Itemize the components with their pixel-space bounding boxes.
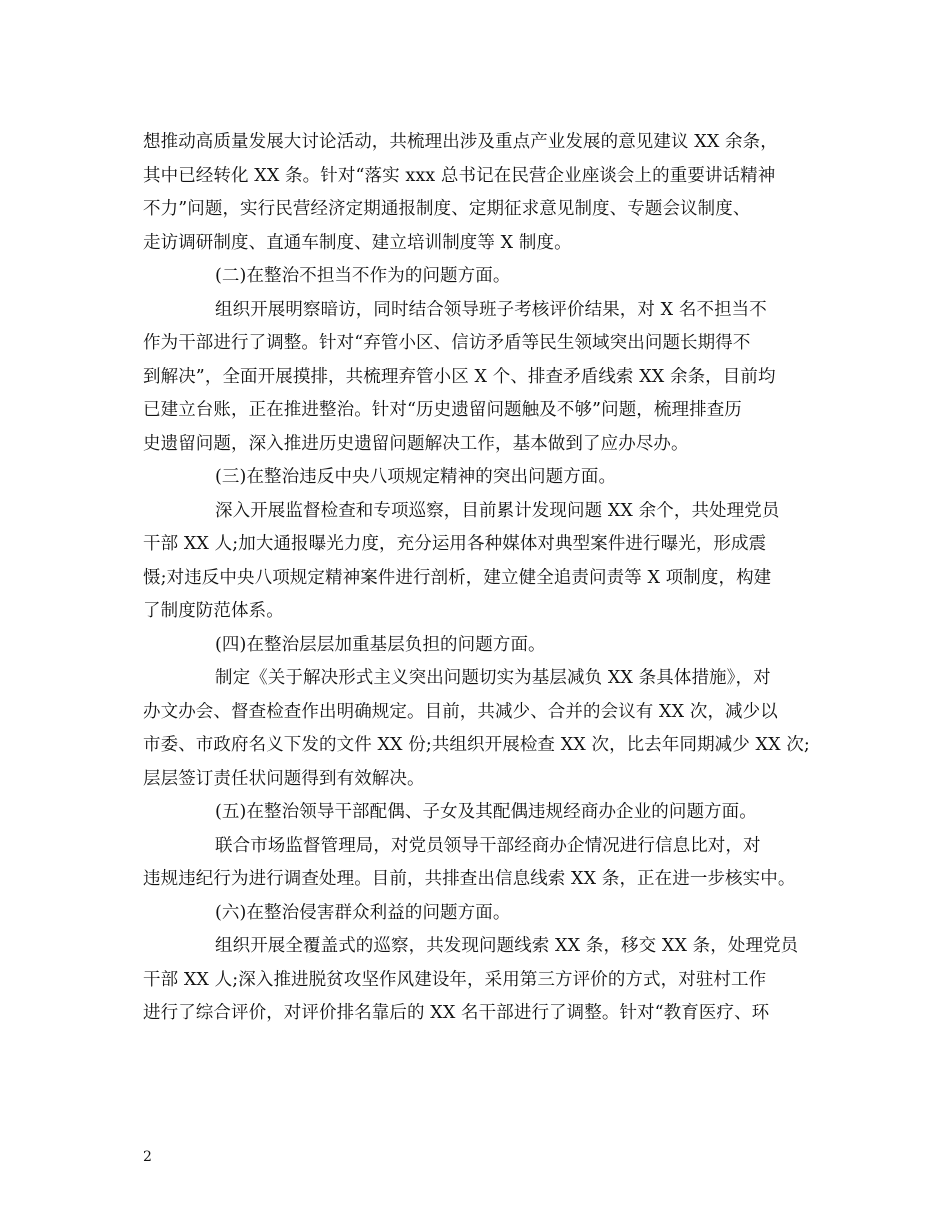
text-line: (五)在整治领导干部配偶、子女及其配偶违规经商办企业的问题方面。	[215, 802, 757, 822]
page-number: 2	[143, 1149, 152, 1165]
document-body	[143, 126, 813, 1031]
text-line: 干部 XX 人;深入推进脱贫攻坚作风建设年，采用第三方评价的方式，对驻村工作	[143, 969, 767, 990]
text-line: (三)在整治违反中央八项规定精神的突出问题方面。	[215, 467, 617, 487]
text-line: (六)在整治侵害群众利益的问题方面。	[215, 902, 511, 923]
text-line: 联合市场监督管理局，对党员领导干部经商办企情况进行信息比对，对	[215, 835, 761, 856]
text-line: 想推动高质量发展大讨论活动，共梳理出涉及重点产业发展的意见建议 XX 余条，	[143, 132, 778, 152]
text-line: 市委、市政府名义下发的文件 XX 份;共组织开展检查 XX 次，比去年同期减少 XX 次;	[143, 735, 810, 755]
text-line: 已建立台账，正在推进整治。针对“历史遗留问题触及不够”问题，梳理排查历	[143, 400, 742, 420]
text-line: 到解决”，全面开展摸排，共梳理弃管小区 X 个、排查矛盾线索 XX 余条，目前均	[143, 366, 776, 387]
text-line: 深入开展监督检查和专项巡察，目前累计发现问题 XX 余个，共处理党员	[215, 500, 780, 521]
text-line: 组织开展全覆盖式的巡察，共发现问题线索 XX 条，移交 XX 条，处理党员	[215, 936, 799, 956]
text-line: 其中已经转化 XX 条。针对“落实 xxx 总书记在民营企业座谈会上的重要讲话精神	[143, 165, 776, 186]
text-line: 了制度防范体系。	[143, 601, 284, 621]
text-line: (二)在整治不担当不作为的问题方面。	[215, 266, 511, 286]
text-line: 慑;对违反中央八项规定精神案件进行剖析，建立健全追责问责等 X 项制度，构建	[143, 567, 772, 588]
text-line: 史遗留问题，深入推进历史遗留问题解决工作，基本做到了应办尽办。	[143, 433, 689, 454]
text-line: 办文办会、督查检查作出明确规定。目前，共减少、合并的会议有 XX 次，减少以	[143, 701, 778, 722]
text-line: 层层签订责任状问题得到有效解决。	[143, 768, 425, 789]
text-line: 进行了综合评价，对评价排名靠后的 XX 名干部进行了调整。针对“教育医疗、环	[143, 1003, 770, 1023]
text-line: 不力”问题，实行民营经济定期通报制度、定期征求意见制度、专题会议制度、	[143, 199, 751, 219]
text-line: 作为干部进行了调整。针对“弃管小区、信访矛盾等民生领域突出问题长期得不	[143, 333, 751, 353]
text-line: 制定《关于解决形式主义突出问题切实为基层减负 XX 条具体措施》，对	[215, 668, 771, 688]
text-line: (四)在整治层层加重基层负担的问题方面。	[215, 634, 546, 655]
text-line: 走访调研制度、直通车制度、建立培训制度等 X 制度。	[143, 232, 572, 253]
text-line: 违规违纪行为进行调查处理。目前，共排查出信息线索 XX 条，正在进一步核实中。	[143, 869, 796, 889]
text-line: 组织开展明察暗访，同时结合领导班子考核评价结果，对 X 名不担当不	[215, 299, 767, 320]
text-line: 干部 XX 人;加大通报曝光力度，充分运用各种媒体对典型案件进行曝光，形成震	[143, 534, 767, 554]
